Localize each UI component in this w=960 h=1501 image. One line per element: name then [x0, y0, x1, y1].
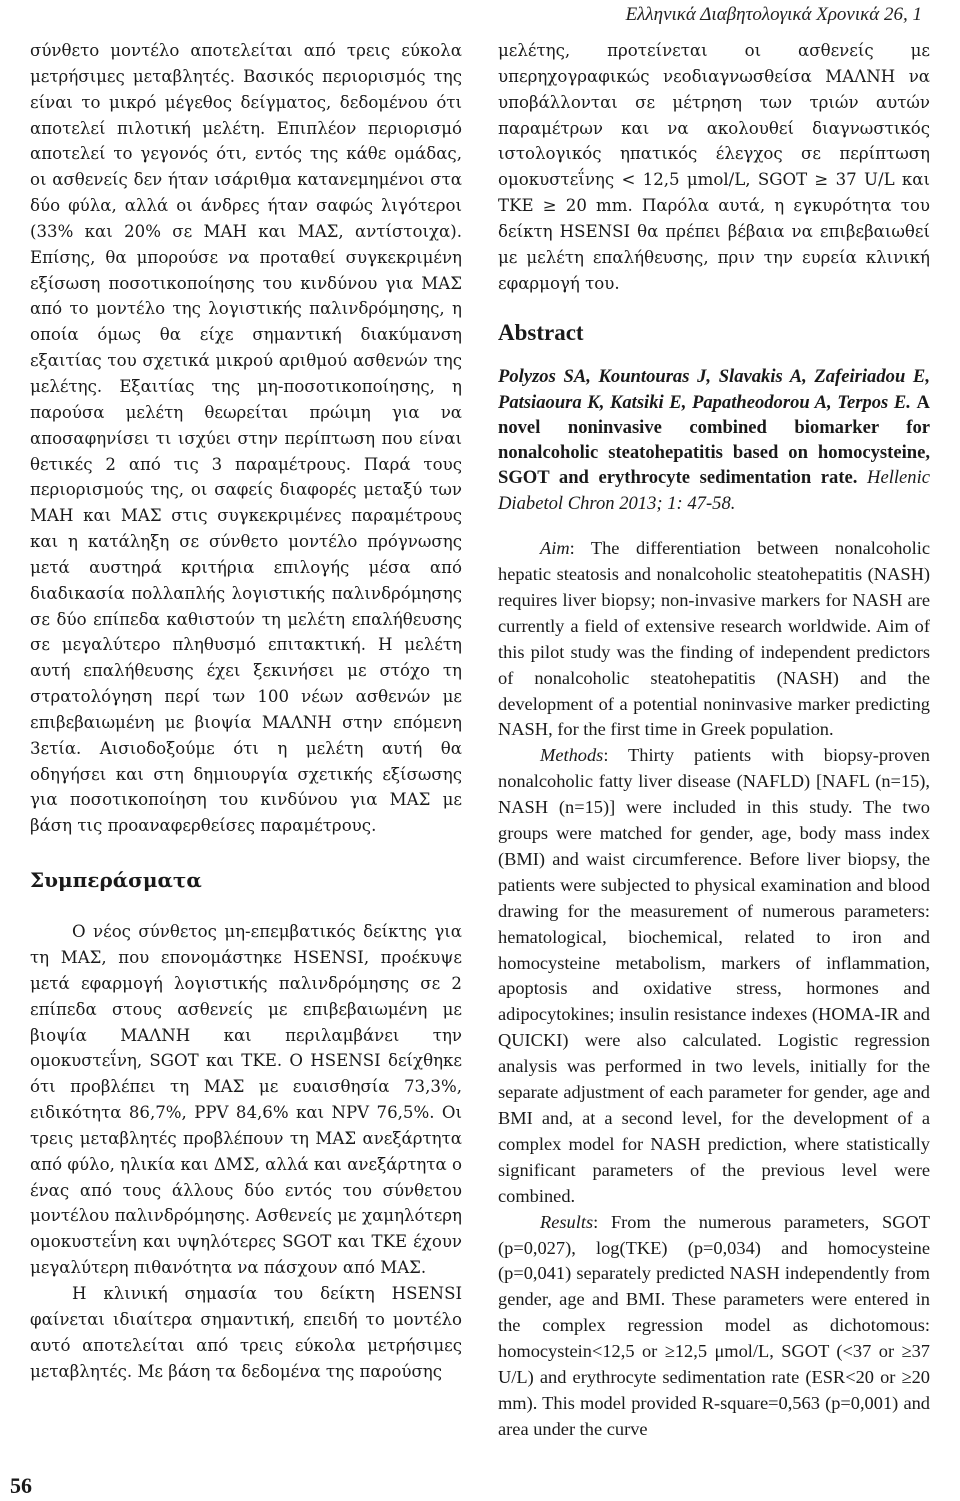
body-paragraph: μελέτης, προτείνεται οι ασθενείς με υπερηχογραφικώς νεοδιαγνωσθείσα ΜΑΛΝΗ να υποβάλλονται σε μέτρηση των τριών αυτών παραμέτρων και να ακολουθεί διαγνωστικός ιστολογικός ηπατικός έλεγχος σε περίπτωση ομοκυστεΐνης < 12,5 μmol/L, SGOT ≥ 37 U/L και ΤΚΕ ≥ 20 mm. Παρόλα αυτά, η εγκυρότητα του δείκτη HSENSI θα πρέπει βέβαια να επιβεβαιωθεί με μελέτη επαλήθευσης, πριν την ευρεία κλινική εφαρμογή του. [498, 41, 930, 293]
results-label: Results [540, 1211, 594, 1232]
abstract-results [498, 1210, 930, 1443]
body-paragraph: Ο νέος σύνθετος μη-επεμβατικός δείκτης για τη ΜΑΣ, που επονομάστηκε HSENSI, προέκυψε μετά εφαρμογή λογιστικής παλινδρόμησης σε 2 επίπεδα στους ασθενείς με επιβεβαιωμένη με βιοψία ΜΑΛΝΗ και περιλαμβάνει την ομοκυστεΐνη, SGOT και ΤΚΕ. Ο HSENSI δείχθηκε ότι προβλέπει τη ΜΑΣ με ευαισθησία 73,3%, ειδικότητα 86,7%, PPV 84,6% και NPV 76,5%. Οι τρεις μεταβλητές προβλέπουν τη ΜΑΣ ανεξάρτητα από φύλο, ηλικία και ΔΜΣ, αλλά και ανεξάρτητα ο ένας από τους άλλους δύο εντός του σύνθετου μοντέλου παλινδρόμησης. Ασθενείς με χαμηλότερη ομοκυστεΐνη και υψηλότερες SGOT και ΤΚΕ έχουν μεγαλύτερη πιθανότητα να πάσχουν από ΜΑΣ. [30, 922, 462, 1278]
page-number: 56 [10, 1473, 32, 1498]
abstract-aim [498, 536, 930, 743]
abstract-methods [498, 743, 930, 1209]
left-column [30, 38, 462, 1384]
citation-journal: Hellenic Diabetol Chron 2013; 1: 47-58. [498, 467, 930, 514]
running-head: Ελληνικά Διαβητολογικά Χρονικά 26, 1 [625, 4, 922, 25]
methods-text: : Thirty patients with biopsy-proven nonalcoholic fatty liver disease (NAFLD) [NAFL (n=15), NASH (n=15)] were included in this study. The two groups were matched for gender, age, body mass index (BMI) and waist circumference. Before liver biopsy, the patients were subjected to physical examination and blood drawing for the measurement of numerous parameters: hematological, biochemical, related to iron and homocysteine metabolism, markers of inflammation, apoptosis and oxidative stress, hormones and adipocytokines; insulin resistance indexes (HOMA-IR and QUICKI) were also calculated. Logistic regression analysis was performed in two levels, initially for the separate adjustment of each parameter for gender, age and BMI and, at a second level, for the development of a complex model for NASH prediction, where statistically significant parameters of the previous level were combined. [498, 745, 930, 1206]
citation-title: A novel noninvasive combined biomarker for nonalcoholic steatohepatitis based on homocysteine, SGOT and erythrocyte sedimentation rate. [498, 391, 930, 489]
aim-text: : The differentiation between nonalcoholic hepatic steatosis and nonalcoholic steatohepatitis (NASH) requires liver biopsy; non-invasive markers for NASH are currently a field of extensive research worldwide. Aim of this pilot study was the finding of independent predictors of nonalcoholic steatohepatitis (NASH) and the development of a potential noninvasive marker predicting NASH, for the first time in Greek population. [498, 538, 930, 740]
right-column [498, 38, 930, 1443]
body-paragraph: σύνθετο μοντέλο αποτελείται από τρεις εύκολα μετρήσιμες μεταβλητές. Βασικός περιορισμός της είναι το μικρό μέγεθος δείγματος, δεδομένου ότι αποτελεί πιλοτική μελέτη. Επιπλέον περιορισμό αποτελεί το γεγονός ότι, εντός της κάθε ομάδας, οι ασθενείς δεν ήταν ισάριθμα κατανεμημένοι στα δύο φύλα, αλλά οι άνδρες ήταν σαφώς λιγότεροι (33% και 20% σε ΜΑΗ και ΜΑΣ, αντίστοιχα). Επίσης, θα μπορούσε να προταθεί συγκεκριμένη εξίσωση ποσοτικοποίησης του κινδύνου για ΜΑΣ από το μοντέλο της λογιστικής παλινδρόμησης, η οποία όμως θα είχε σημαντική διακύμανση εξαιτίας του σχετικά μικρού αριθμού ασθενών της μελέτης. Εξαιτίας της μη-ποσοτικοποίησης, η παρούσα μελέτη θεωρείται πρώιμη για να αποσαφηνίσει τι ισχύει στην περίπτωση που είναι θετικές 2 από τις 3 παραμέτρους. Παρά τους περιορισμούς της, οι σαφείς διαφορές μεταξύ των ΜΑΗ και ΜΑΣ στις συγκεκριμένες παραμέτρους και η κατάληξη σε σύνθετο μοντέλο πρόγνωσης μετά αυστηρά κριτήρια επιλογής μέσα από διαδικασία πολλαπλής λογιστικής παλινδρόμησης σε δύο επίπεδα καθιστούν τη μελέτη επαλήθευσης σε μεγαλύτερο πληθυσμό επιτακτική. Η μελέτη αυτή επαλήθευσης έχει ξεκινήσει με στόχο τη στρατολόγηση περί των 100 νέων ασθενών με επιβεβαιωμένη με βιοψία ΜΑΛΝΗ στην επόμενη 3ετία. Αισιοδοξούμε ότι η μελέτη αυτή θα οδηγήσει και στη δημιουργία σχετικής εξίσωσης για ποσοτικοποίηση του κινδύνου για ΜΑΣ με βάση τις προαναφερθείσες παραμέτρους. [30, 41, 462, 836]
aim-label: Aim [540, 538, 570, 559]
methods-label: Methods [540, 745, 604, 766]
section-heading-conclusions: Συμπεράσματα [30, 868, 202, 893]
body-paragraph: Η κλινική σημασία του δείκτη HSENSI φαίνεται ιδιαίτερα σημαντική, επειδή το μοντέλο αυτό αποτελείται από τρεις εύκολα μετρήσιμες μεταβλητές. Με βάση τα δεδομένα της παρούσης [30, 1283, 462, 1381]
citation-authors: Polyzos SA, Kountouras J, Slavakis A, Zafeiriadou E, Patsiaoura K, Katsiki E, Papatheodorou A, Terpos E. [498, 366, 930, 413]
results-text: : From the numerous parameters, SGOT (p=0,027), log(TKE) (p=0,034) and homocysteine (p=0,041) separately predicted NASH independently from gender, age and BMI. These parameters were entered in the complex regression model as dichotomous: homocystein<12,5 or ≥12,5 μmol/L, SGOT (<37 or ≥37 U/L) and erythrocyte sedimentation rate (ESR<20 or ≥20 mm). This model provided R-square=0,563 (p=0,001) and area under the curve [498, 1211, 930, 1439]
section-heading-abstract: Abstract [498, 320, 584, 346]
citation [498, 364, 930, 516]
